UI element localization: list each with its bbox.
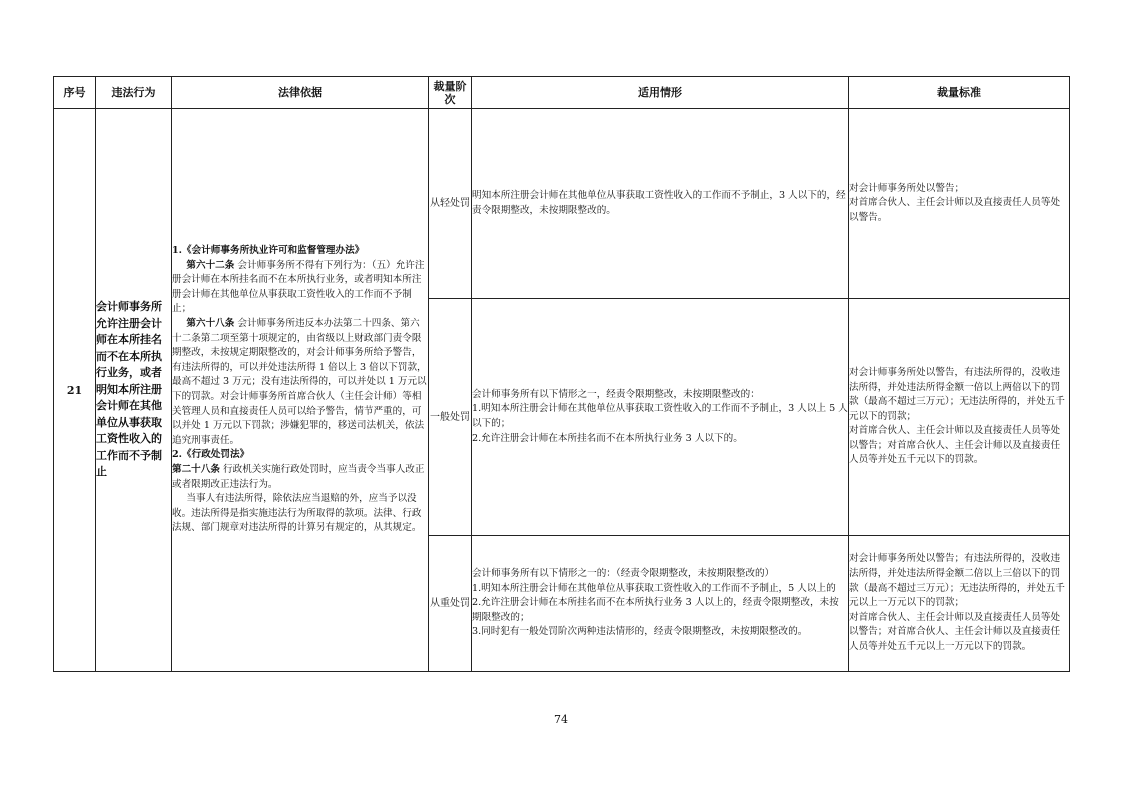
row-seq: 21 [54, 109, 96, 672]
cond-heavy-line: 会计师事务所有以下情形之一的：（经责令限期整改，未按期限整改的） [472, 568, 775, 580]
std-normal [849, 299, 1070, 536]
page-number: 74 [554, 713, 568, 726]
basis-article-68 [172, 317, 428, 448]
basis-law-2: 2.《行政处罚法》 [172, 449, 250, 461]
header-level: 裁量阶次 [429, 77, 472, 109]
article-28-text: 行政机关实施行政处罚时，应当责令当事人改正或者限期改正违法行为。 [172, 463, 425, 490]
basis-article-62 [172, 259, 428, 317]
std-light-line: 对首席合伙人、主任会计师以及直接责任人员等处以警告。 [849, 197, 1061, 223]
cond-light [472, 109, 849, 299]
cond-light-line: 明知本所注册会计师在其他单位从事获取工资性收入的工作而不予制止，3 人以下的，经责令限期整改，未按期限整改的。 [472, 189, 846, 216]
std-light-line: 对会计师事务所处以警告； [849, 182, 965, 194]
header-std: 裁量标准 [849, 77, 1070, 109]
header-act: 违法行为 [96, 77, 172, 109]
penalty-table [53, 76, 1070, 672]
level-heavy: 从重处罚 [429, 536, 472, 672]
legal-basis-cell [172, 109, 429, 672]
basis-article-28 [172, 463, 428, 492]
header-basis: 法律依据 [172, 77, 429, 109]
std-heavy-line: 对会计师事务所处以警告；有违法所得的，没收违法所得，并处违法所得金额二倍以上三倍以下的罚款（最高不超过三万元）；无违法所得的，并处五千元以上一万元以下的罚款； [849, 553, 1065, 609]
std-normal-line: 对首席合伙人、主任会计师以及直接责任人员等处以警告；对首席合伙人、主任会计师以及直接责任人员等并处五千元以下的罚款。 [849, 425, 1061, 466]
cond-normal-line: 1.明知本所注册会计师在其他单位从事获取工资性收入的工作而不予制止，3 人以上 5 人以下的； [472, 403, 848, 429]
table-row [54, 109, 1070, 299]
article-68-title: 第六十八条 [186, 318, 235, 330]
basis-article-28-para2: 当事人有违法所得，除依法应当退赔的外，应当予以没收。违法所得是指实施违法行为所取得的款项。法律、行政法规、部门规章对违法所得的计算另有规定的，从其规定。 [172, 493, 422, 534]
std-normal-line: 对会计师事务所处以警告，有违法所得的，没收违法所得，并处违法所得金额一倍以上两倍以下的罚款（最高不超过三万元）；无违法所得的，并处五千元以下的罚款； [849, 366, 1065, 422]
cond-normal [472, 299, 849, 536]
violation-cell: 会计师事务所允许注册会计师在本所挂名而不在本所执行业务，或者明知本所注册会计师在其他单位从事获取工资性收入的工作而不予制止 [96, 109, 172, 672]
article-68-text: 会计师事务所违反本办法第二十四条、第六十二条第二项至第十项规定的，由省级以上财政部门责令限期整改，未按规定期限整改的，对会计师事务所给予警告，有违法所得的，可以并处违法所得 1 倍以上 3 倍以下罚款，最高不超过 3 万元；没有违法所得的，可以并处以 1 万元以下的罚款。对会计师事务所首席合伙人（主任会计师）等相关管理人员和直接责任人员可以给予警告，情节严重的，可以并处 1 万元以下罚款；涉嫌犯罪的，移送司法机关，依法追究刑事责任。 [172, 318, 427, 446]
cond-normal-line: 2.允许注册会计师在本所挂名而不在本所执行业务 3 人以下的。 [472, 432, 743, 444]
std-light [849, 109, 1070, 299]
header-seq: 序号 [54, 77, 96, 109]
article-62-title: 第六十二条 [186, 259, 235, 271]
header-row [54, 77, 1070, 109]
cond-normal-line: 会计师事务所有以下情形之一，经责令限期整改，未按期限整改的： [472, 388, 760, 400]
header-cond: 适用情形 [472, 77, 849, 109]
basis-law-1: 1.《会计师事务所执业许可和监督管理办法》 [172, 245, 365, 257]
article-62-text: 会计师事务所不得有下列行为：（五）允许注册会计师在本所挂名而不在本所执行业务，或者明知本所注册会计师在其他单位从事获取工资性收入的工作而不予制止； [172, 259, 425, 315]
article-28-title: 第二十八条 [172, 463, 220, 475]
level-normal: 一般处罚 [429, 299, 472, 536]
std-heavy-line: 对首席合伙人、主任会计师以及直接责任人员等处以警告；对首席合伙人、主任会计师以及直接责任人员等并处五千元以上一万元以下的罚款。 [849, 611, 1061, 652]
cond-heavy-line: 3.同时犯有一般处罚阶次两种违法情形的，经责令限期整改，未按期限整改的。 [472, 626, 808, 638]
cond-heavy [472, 536, 849, 672]
cond-heavy-line: 2.允许注册会计师在本所挂名而不在本所执行业务 3 人以上的，经责令限期整改，未按期限整改的； [472, 597, 839, 623]
cond-heavy-line: 1.明知本所注册会计师在其他单位从事获取工资性收入的工作而不予制止，5 人以上的 [472, 582, 836, 594]
std-heavy [849, 536, 1070, 672]
level-light: 从轻处罚 [429, 109, 472, 299]
